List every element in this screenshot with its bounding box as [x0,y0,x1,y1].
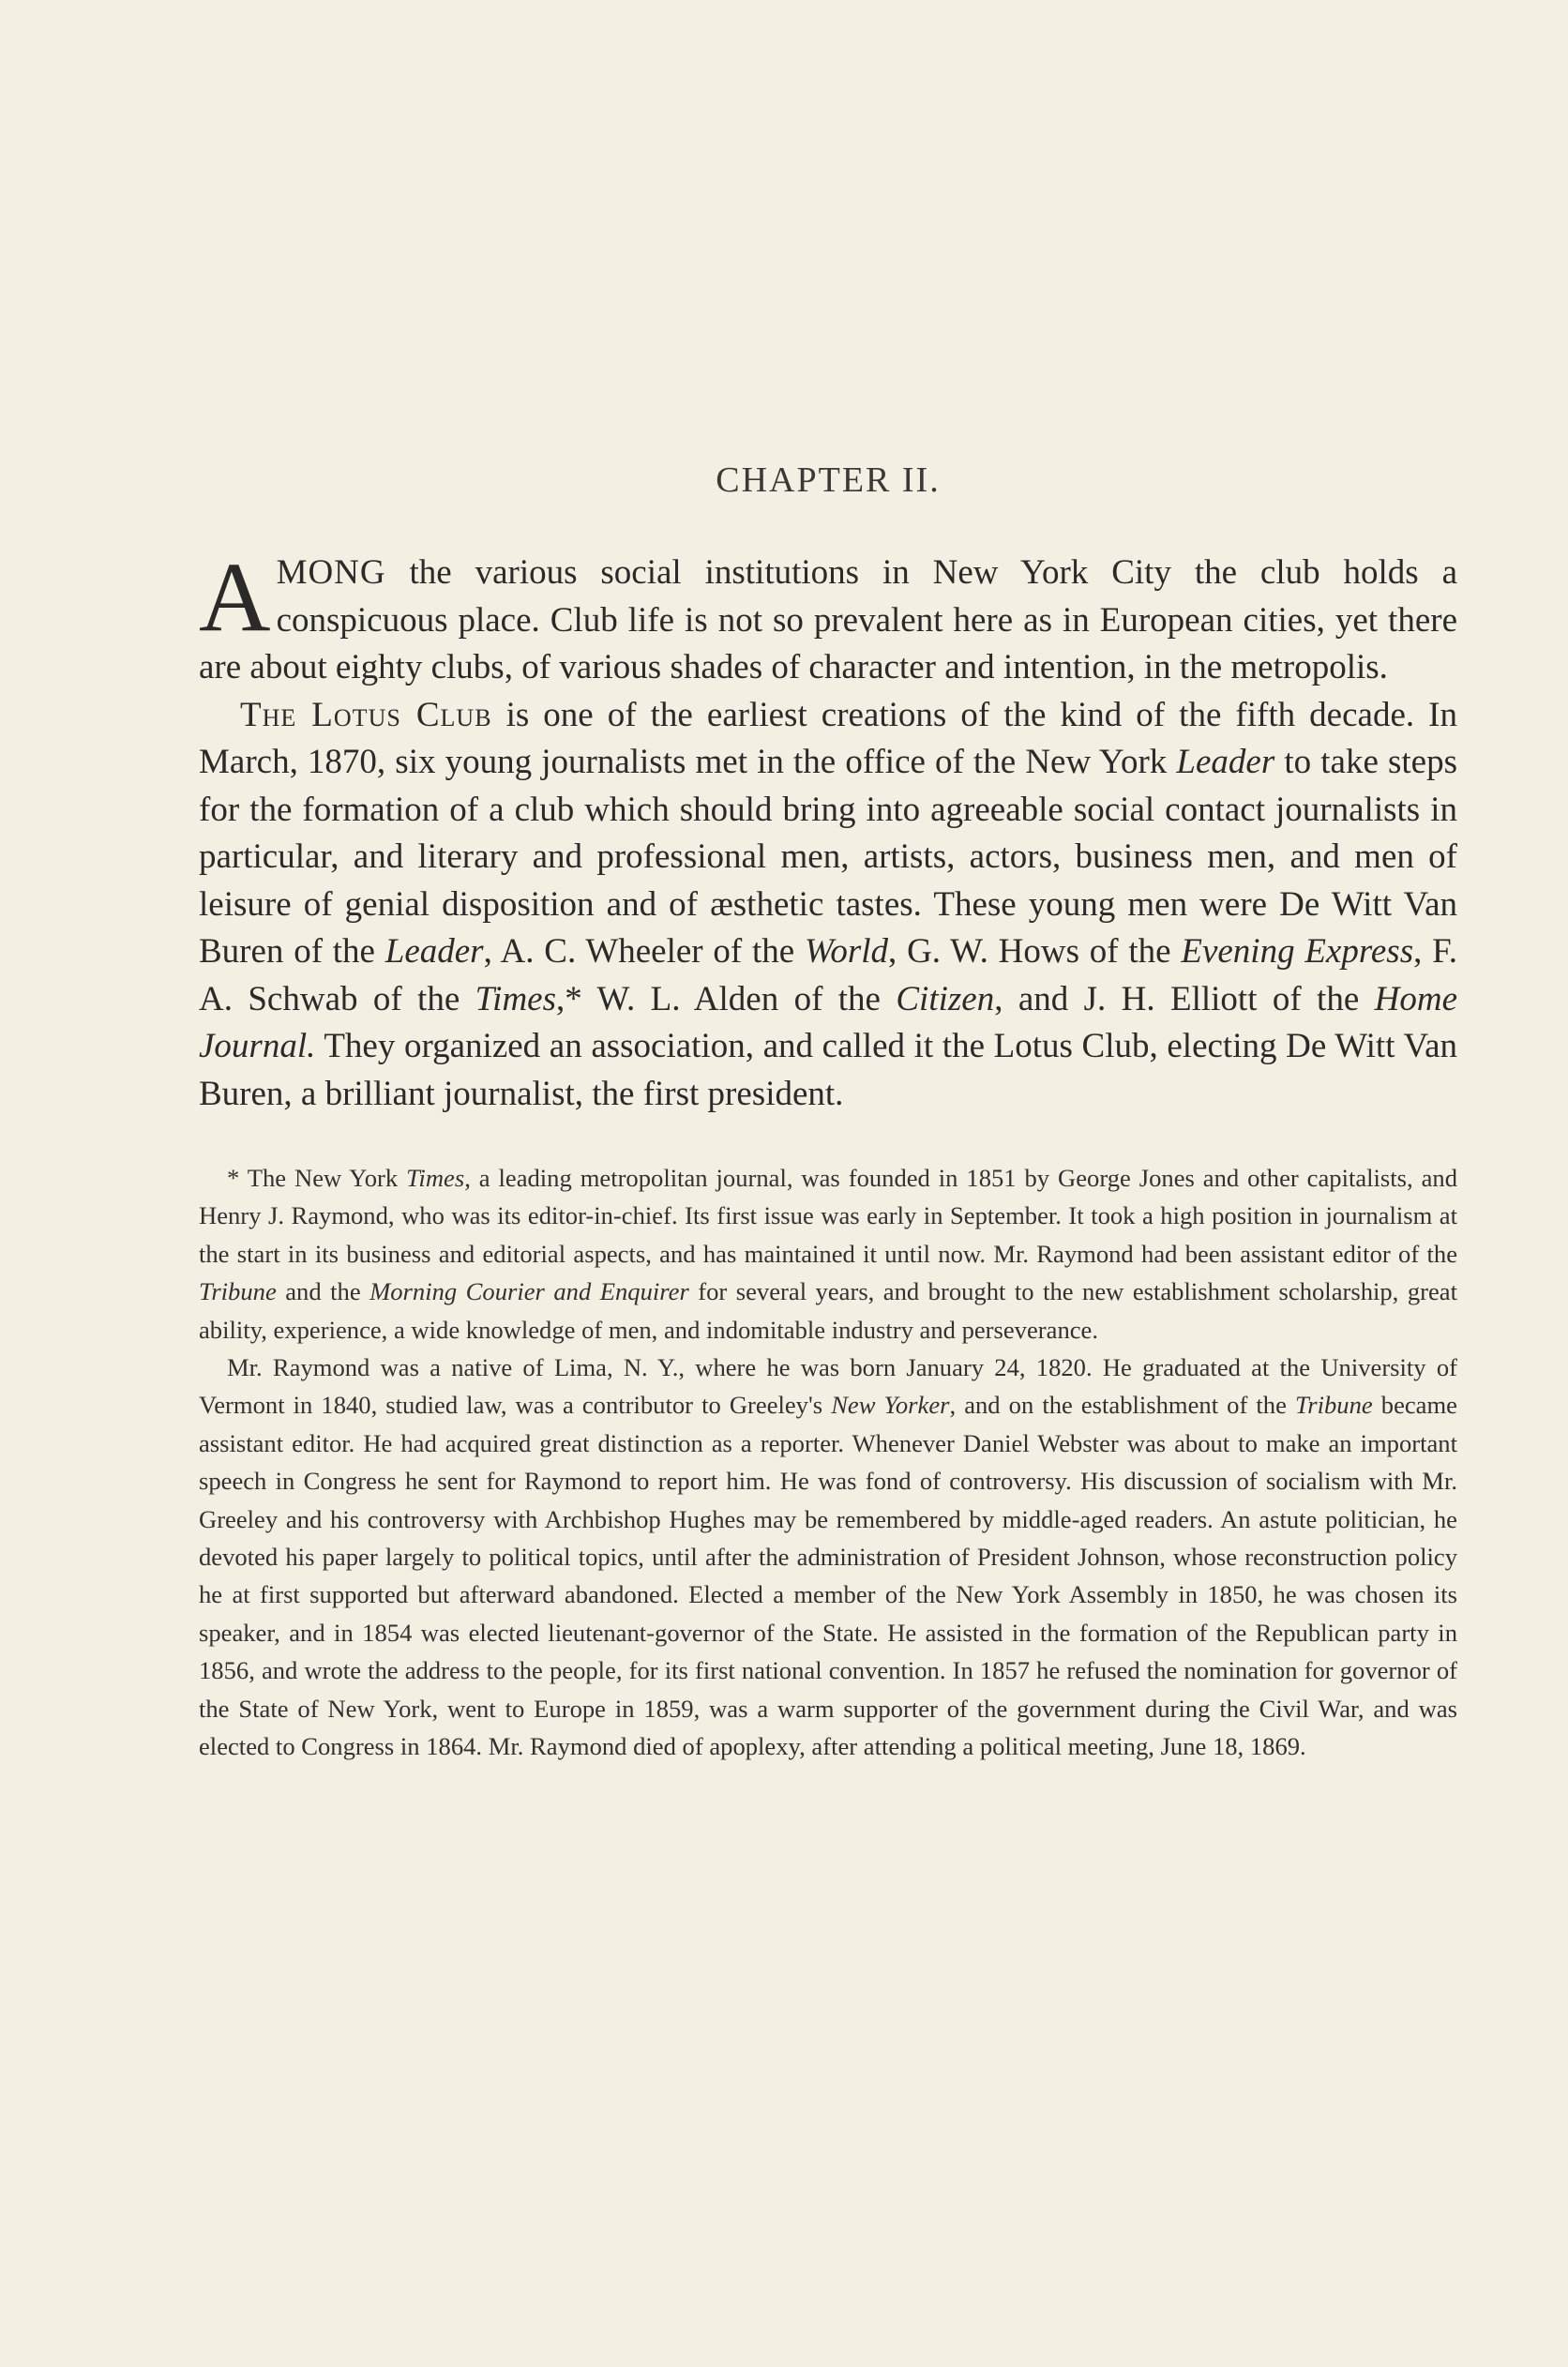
p2-italic-4: Evening Express [1181,932,1414,971]
fn1-italic-1: Times [406,1164,465,1192]
fn2-italic-2: Tribune [1294,1391,1373,1420]
p2-text-8: They organized an association, and called it the Lotus Club, electing De Witt Van Buren, a brilliant journalist, the first president. [199,1027,1457,1113]
footnote-1 [199,1159,1457,1349]
p2-text-2: to take steps for the formation of a club which should bring into agreeable social contact journalists in particular, and literary and professional men, artists, actors, business men, and men of leisure of genial disposition and of æsthetic tastes. These young men were De Witt Van Buren of the [199,743,1458,971]
p2-text-5: , F. A. Schwab of the [199,932,1457,1018]
footnotes [199,1159,1457,1766]
p2-italic-1: Leader [1176,743,1275,781]
p2-italic-2: Leader [384,932,484,971]
fn1-italic-2: Tribune [199,1277,277,1306]
fn1-text-1: * The New York [227,1164,407,1192]
p2-text-1: is one of the earliest creations of the kind of the fifth decade. In March, 1870, six young journalists met in the office of the New York [199,695,1457,781]
drop-cap: A [199,542,271,652]
p2-italic-7: Home Journal. [199,979,1457,1065]
fn2-text-2: , and on the establishment of the [949,1391,1295,1420]
fn2-text-1: Mr. Raymond was a native of Lima, N. Y., where he was born January 24, 1820. He graduated at the University of Vermont in 1840, studied law, was a contributor to Greeley's [199,1353,1457,1420]
fn1-text-4: for several years, and brought to the new establishment scholarship, great ability, experience, a wide knowledge of men, and indomitable industry and perseverance. [199,1277,1457,1344]
fn1-text-3: and the [276,1277,370,1306]
footnote-2 [199,1349,1457,1765]
club-name: The Lotus Club [240,695,492,734]
p2-text-7: , and J. H. Elliott of the [994,979,1375,1018]
p2-italic-6: Citizen [896,979,995,1018]
p2-text-4: , G. W. Hows of the [888,932,1182,971]
chapter-body [199,542,1458,1118]
paragraph-1 [199,542,1457,692]
lead-word: MONG [276,553,386,592]
fn1-italic-3: Morning Courier and Enquirer [369,1277,689,1306]
paragraph-2 [199,692,1457,1119]
fn2-italic-1: New Yorker [831,1391,950,1420]
chapter-title: CHAPTER II. [716,460,941,500]
fn2-text-3: became assistant editor. He had acquired great distinction as a reporter. Whenever Daniel Webster was about to make an important speech in Congress he sent for Raymond to report him. He was fond of controversy. His discussion of socialism with Mr. Greeley and his controversy with Archbishop Hughes may be remembered by middle-aged readers. An astute politician, he devoted his paper largely to political topics, until after the administration of President Johnson, whose reconstruction policy he at first supported but afterward abandoned. Elected a member of the New York Assembly in 1850, he was chosen its speaker, and in 1854 was elected lieutenant-governor of the State. He assisted in the formation of the Republican party in 1856, and wrote the address to the people, for its first national convention. In 1857 he refused the nomination for governor of the State of New York, went to Europe in 1859, was a warm supporter of the government during the Civil War, and was elected to Congress in 1864. Mr. Raymond died of apoplexy, after attending a political meeting, June 18, 1869. [199,1391,1457,1761]
fn1-text-2: , a leading metropolitan journal, was founded in 1851 by George Jones and other capitalists, and Henry J. Raymond, who was its editor-in-chief. Its first issue was early in September. It took a high position in journalism at the start in its business and editorial aspects, and has maintained it until now. Mr. Raymond had been assistant editor of the [199,1164,1457,1268]
p2-italic-5: Times [475,979,556,1018]
p2-text-3: , A. C. Wheeler of the [483,932,805,971]
book-page [199,460,1457,1766]
paragraph-1-text: the various social institutions in New York City the club holds a conspicuous place. Club life is not so prevalent here as in European cities, yet there are about eighty clubs, of various shades of character and intention, in the metropolis. [199,553,1457,686]
p2-text-6: ,* W. L. Alden of the [556,979,897,1018]
p2-italic-3: World [804,932,889,971]
